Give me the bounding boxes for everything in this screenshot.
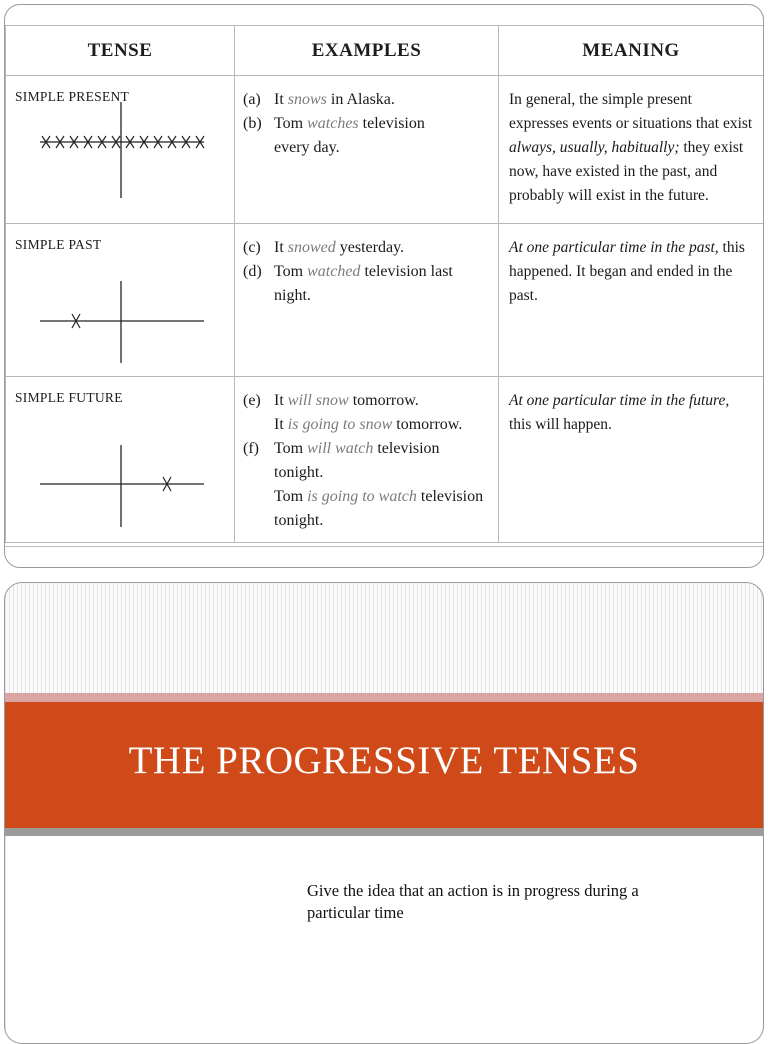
header-examples: EXAMPLES <box>235 26 499 76</box>
example-verb: snows <box>287 91 327 108</box>
example-c <box>243 236 492 260</box>
slide-simple-tenses <box>4 4 764 568</box>
example-text: Tom <box>274 115 308 132</box>
divider <box>5 546 763 547</box>
meaning-cell <box>499 377 764 543</box>
meaning-text: At one particular time in the future, this will happen. <box>509 392 730 433</box>
tense-cell <box>6 224 235 377</box>
tense-cell <box>6 76 235 224</box>
example-continuation: tonight. <box>274 464 324 481</box>
example-verb: is going to watch <box>307 488 417 505</box>
example-e-alt: It is going to snow tomorrow. <box>274 416 463 433</box>
example-text: Tom <box>274 440 308 457</box>
example-letter: (a) <box>243 91 261 108</box>
slide-title: THE PROGRESSIVE TENSES <box>128 738 640 782</box>
example-f-alt: Tom is going to watch television <box>274 488 484 505</box>
meaning-cell <box>499 224 764 377</box>
title-band-accent <box>5 693 763 702</box>
example-letter: (c) <box>243 239 261 256</box>
examples-cell <box>235 224 499 377</box>
example-letter: (f) <box>243 440 259 457</box>
example-continuation: night. <box>274 287 311 304</box>
example-verb: watches <box>307 115 359 132</box>
meaning-text: In general, the simple present expresses events or situations that exist always, usually, habitually; they exist now, have existed in the past, and probably will exist in the future. <box>509 91 753 204</box>
table-row <box>6 76 764 224</box>
example-verb: will watch <box>307 440 374 457</box>
example-verb: will snow <box>287 392 349 409</box>
slide-body-text: Give the idea that an action is in progress during a particular time <box>307 881 639 922</box>
tense-cell <box>6 377 235 543</box>
tense-name: SIMPLE PAST <box>15 237 102 252</box>
header-meaning: MEANING <box>499 26 764 76</box>
example-text: tomorrow. <box>348 392 419 409</box>
tense-name: SIMPLE PRESENT <box>15 89 130 104</box>
example-letter: (e) <box>243 392 261 409</box>
examples-cell <box>235 76 499 224</box>
example-d <box>243 260 492 284</box>
table-row <box>6 224 764 377</box>
example-a <box>243 88 492 112</box>
meaning-text: At one particular time in the past, this happened. It began and ended in the past. <box>509 239 745 304</box>
title-band <box>5 702 763 828</box>
tense-name: SIMPLE FUTURE <box>15 390 123 405</box>
examples-cell <box>235 377 499 543</box>
title-band-shadow <box>5 828 763 836</box>
example-continuation: every day. <box>274 139 340 156</box>
example-text: television <box>373 440 440 457</box>
example-text: It <box>274 239 288 256</box>
example-letter: (d) <box>243 263 262 280</box>
timeline-past-diagram <box>6 224 235 376</box>
header-tense: TENSE <box>6 26 235 76</box>
example-text: yesterday. <box>335 239 405 256</box>
example-text: It <box>274 91 288 108</box>
meaning-cell <box>499 76 764 224</box>
timeline-present-diagram <box>6 76 235 223</box>
example-text: in Alaska. <box>326 91 395 108</box>
example-letter: (b) <box>243 115 262 132</box>
example-text: television <box>358 115 425 132</box>
example-text: Tom <box>274 263 308 280</box>
timeline-future-diagram <box>6 377 235 542</box>
example-f <box>243 437 492 461</box>
content-panel <box>6 836 762 1043</box>
example-b <box>243 112 492 136</box>
example-text: It <box>274 392 288 409</box>
slide-progressive-tenses <box>4 582 764 1044</box>
example-continuation: tonight. <box>274 512 324 529</box>
example-verb: watched <box>307 263 361 280</box>
tense-table <box>5 25 764 543</box>
example-text: television last <box>360 263 453 280</box>
example-verb: is going to snow <box>287 416 393 433</box>
table-row <box>6 377 764 543</box>
example-e <box>243 389 492 413</box>
example-verb: snowed <box>287 239 336 256</box>
table-header-row <box>6 26 764 76</box>
